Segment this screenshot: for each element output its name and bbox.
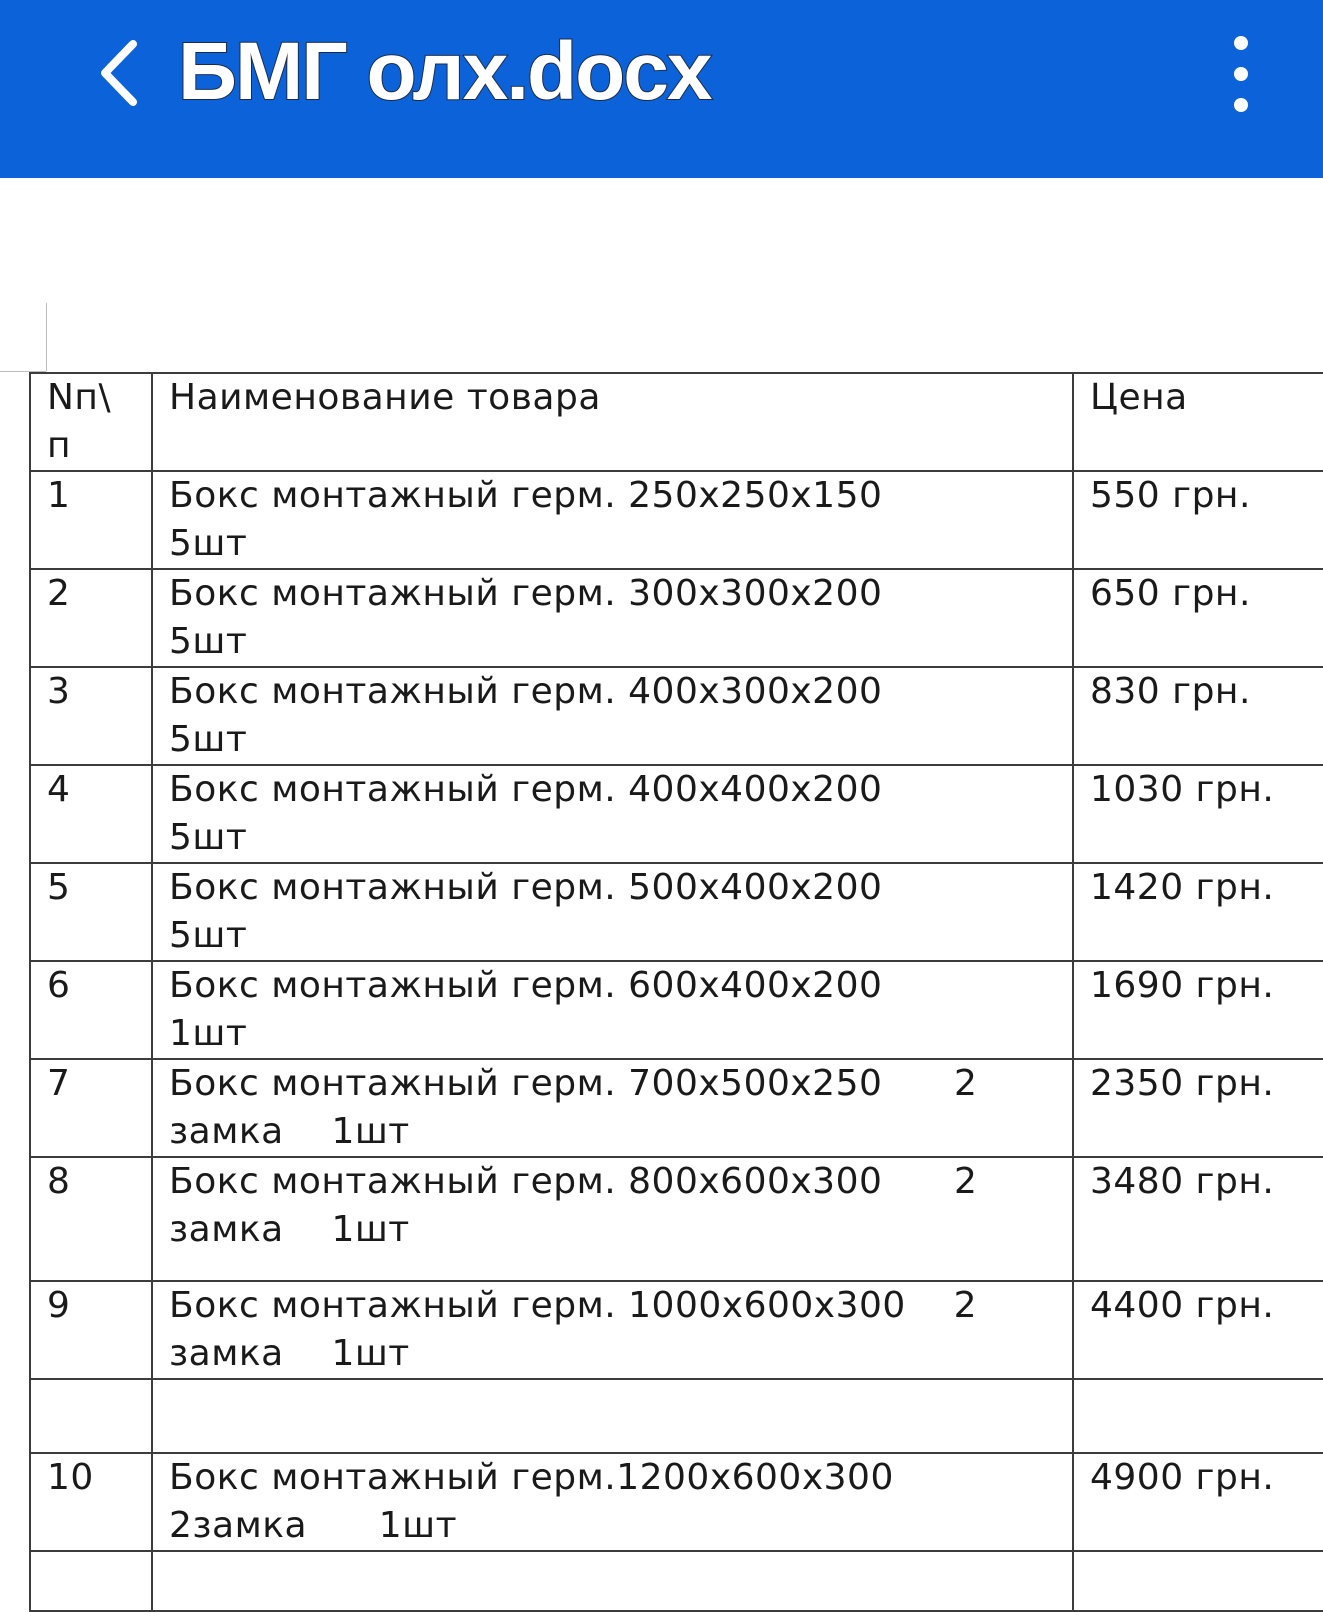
row-name: Бокс монтажный герм.1200х600х300 2замка 1шт: [152, 1453, 1073, 1551]
row-price: 1420 грн.: [1073, 863, 1323, 961]
table-row: [30, 1059, 1323, 1157]
row-name: Бокс монтажный герм. 300х300х200 5шт: [152, 569, 1073, 667]
row-number: 4: [30, 765, 152, 863]
menu-dot: [1234, 67, 1248, 81]
row-price: 1030 грн.: [1073, 765, 1323, 863]
row-number: 7: [30, 1059, 152, 1157]
app-bar: [0, 0, 1323, 178]
row-name: Бокс монтажный герм. 500х400х200 5шт: [152, 863, 1073, 961]
row-number: 3: [30, 667, 152, 765]
row-price: 4900 грн.: [1073, 1453, 1323, 1551]
row-price: 830 грн.: [1073, 667, 1323, 765]
row-price: 3480 грн.: [1073, 1157, 1323, 1281]
row-price: 1690 грн.: [1073, 961, 1323, 1059]
table-row: [30, 863, 1323, 961]
table-header-row: [30, 373, 1323, 471]
row-number: 6: [30, 961, 152, 1059]
table-row-empty: [30, 1551, 1323, 1611]
row-price: 2350 грн.: [1073, 1059, 1323, 1157]
table-row: [30, 961, 1323, 1059]
table-row: [30, 667, 1323, 765]
table-row-empty: [30, 1379, 1323, 1453]
menu-dot: [1234, 36, 1248, 50]
row-number: 10: [30, 1453, 152, 1551]
row-number: 8: [30, 1157, 152, 1281]
row-number: 9: [30, 1281, 152, 1379]
header-name: Наименование товара: [152, 373, 1073, 471]
row-name: Бокс монтажный герм. 800х600х300 2 замка 1шт: [152, 1157, 1073, 1281]
row-name: Бокс монтажный герм. 700х500х250 2 замка 1шт: [152, 1059, 1073, 1157]
row-number: [30, 1379, 152, 1453]
header-number: Nп\ п: [30, 373, 152, 471]
row-number: 2: [30, 569, 152, 667]
row-price: [1073, 1379, 1323, 1453]
price-table: [29, 372, 1323, 1612]
table-row: [30, 569, 1323, 667]
row-price: [1073, 1551, 1323, 1611]
row-name: Бокс монтажный герм. 600х400х200 1шт: [152, 961, 1073, 1059]
row-name: Бокс монтажный герм. 250х250х150 5шт: [152, 471, 1073, 569]
chevron-left-icon: [97, 38, 141, 108]
row-name: Бокс монтажный герм. 400х400х200 5шт: [152, 765, 1073, 863]
row-number: 1: [30, 471, 152, 569]
row-price: 650 грн.: [1073, 569, 1323, 667]
more-vertical-icon[interactable]: [1216, 36, 1266, 112]
table-row: [30, 765, 1323, 863]
table-row: [30, 1453, 1323, 1551]
row-name: Бокс монтажный герм. 1000х600х300 2 замка 1шт: [152, 1281, 1073, 1379]
row-number: [30, 1551, 152, 1611]
header-price: Цена: [1073, 373, 1323, 471]
table-row: [30, 1281, 1323, 1379]
document-title: БМГ олх.docx: [178, 26, 711, 117]
table-row: [30, 471, 1323, 569]
menu-dot: [1234, 98, 1248, 112]
row-price: 4400 грн.: [1073, 1281, 1323, 1379]
row-name: [152, 1551, 1073, 1611]
row-price: 550 грн.: [1073, 471, 1323, 569]
text-cursor: [46, 303, 47, 371]
back-button[interactable]: [84, 28, 154, 118]
row-name: Бокс монтажный герм. 400х300х200 5шт: [152, 667, 1073, 765]
document-page[interactable]: [0, 178, 1323, 1600]
row-name: [152, 1379, 1073, 1453]
table-row: [30, 1157, 1323, 1281]
row-number: 5: [30, 863, 152, 961]
